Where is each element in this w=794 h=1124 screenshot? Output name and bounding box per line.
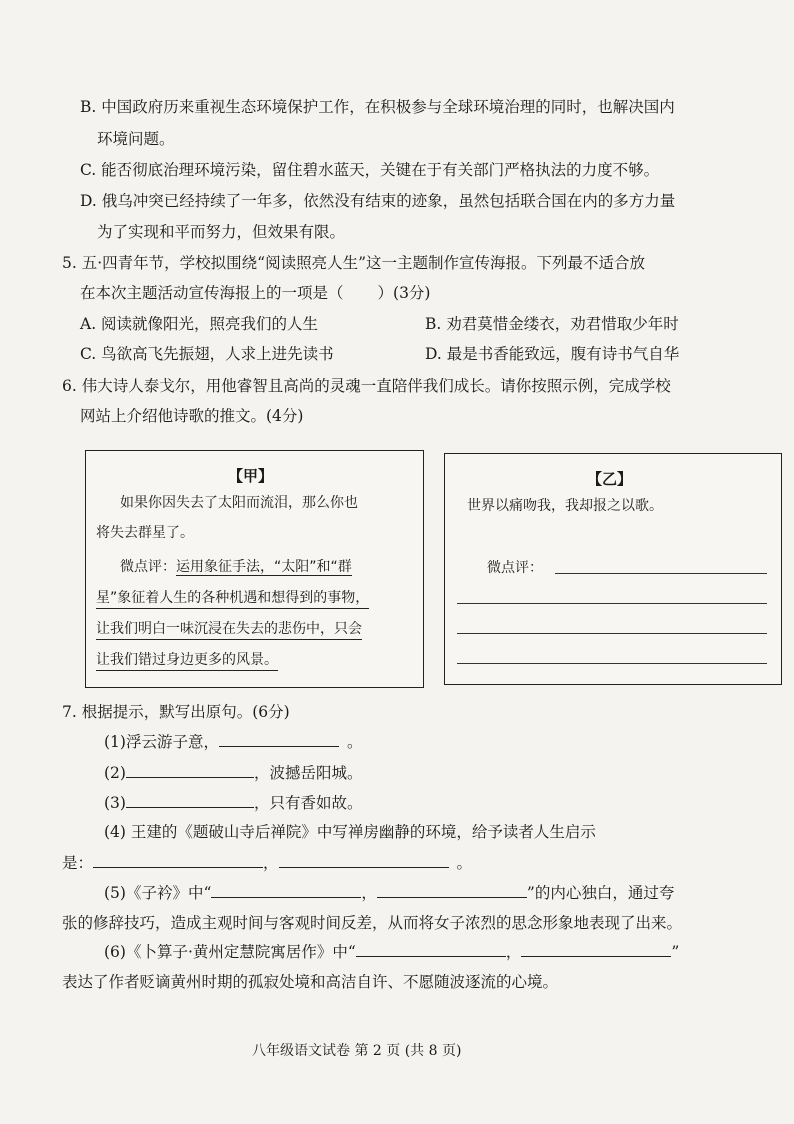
q5-option-c: C. 鸟欲高飞先振翅，人求上进先读书 bbox=[80, 345, 334, 363]
box-yi-answer-line4[interactable] bbox=[457, 663, 767, 664]
q7-item6-end: ” bbox=[671, 943, 680, 961]
q5-option-d: D. 最是书香能致远，腹有诗书气自华 bbox=[425, 345, 680, 363]
example-box-jia bbox=[85, 450, 424, 688]
q7-item4-blank2[interactable] bbox=[279, 855, 449, 868]
q7-item5-prefix: (5)《子衿》中“ bbox=[104, 884, 212, 902]
q5-score: ）(3分) bbox=[377, 284, 431, 302]
box-jia-title: 【甲】 bbox=[228, 467, 274, 485]
q7-item4-line2 bbox=[62, 853, 472, 873]
box-jia-comment-line1 bbox=[120, 557, 352, 577]
q7-item5-line1 bbox=[104, 883, 674, 903]
box-jia-comment-line4: 让我们错过身边更多的风景。 bbox=[96, 650, 278, 671]
box-yi-poem: 世界以痛吻我，我却报之以歌。 bbox=[467, 498, 663, 514]
box-jia-comment-line3: 让我们明白一味沉浸在失去的悲伤中，只会 bbox=[96, 619, 362, 640]
q7-item2-text: ，波撼岳阳城。 bbox=[253, 764, 363, 782]
q5-stem-text: 在本次主题活动宣传海报上的一项是（ bbox=[80, 284, 344, 302]
q5-option-b: B. 劝君莫惜金缕衣，劝君惜取少年时 bbox=[425, 315, 679, 333]
q5-stem-line2 bbox=[80, 283, 430, 303]
q7-item5-blank2[interactable] bbox=[377, 885, 527, 898]
q7-item4-blank1[interactable] bbox=[93, 855, 263, 868]
q7-item3-text: ，只有香如故。 bbox=[253, 794, 363, 812]
q6-stem-line2: 网站上介绍他诗歌的推文。(4分) bbox=[80, 407, 304, 425]
q7-item4-prefix: 是： bbox=[62, 854, 94, 872]
q7-item2-num: (2) bbox=[104, 764, 126, 782]
q7-item1 bbox=[104, 732, 362, 752]
box-yi-answer-line1[interactable] bbox=[555, 573, 767, 574]
q7-item6-blank2[interactable] bbox=[521, 944, 671, 957]
q5-option-a: A. 阅读就像阳光，照亮我们的人生 bbox=[80, 315, 319, 333]
q7-item2-blank[interactable] bbox=[126, 765, 254, 778]
q7-item5-comma: ， bbox=[361, 884, 377, 902]
box-jia-comment-label: 微点评： bbox=[120, 559, 176, 575]
q5-stem-line1: 5. 五·四青年节，学校拟围绕“阅读照亮人生”这一主题制作宣传海报。下列最不适合放 bbox=[62, 254, 645, 272]
q6-stem-line1: 6. 伟大诗人泰戈尔，用他睿智且高尚的灵魂一直陪伴我们成长。请你按照示例，完成学校 bbox=[62, 377, 671, 395]
q7-item6-comma: ， bbox=[505, 943, 522, 961]
q7-item3-num: (3) bbox=[104, 794, 126, 812]
option-c: C. 能否彻底治理环境污染，留住碧水蓝天，关键在于有关部门严格执法的力度不够。 bbox=[80, 161, 660, 179]
q7-title: 7. 根据提示，默写出原句。(6分) bbox=[62, 703, 290, 721]
q7-item5-suffix: ”的内心独白，通过夸 bbox=[526, 884, 675, 902]
box-yi-answer-line3[interactable] bbox=[457, 633, 767, 634]
q7-item1-text: (1)浮云游子意， bbox=[104, 733, 219, 751]
q7-item5-line2: 张的修辞技巧，造成主观时间与客观时间反差，从而将女子浓烈的思念形象地表现了出来。 bbox=[62, 914, 683, 932]
q7-item6-line1 bbox=[104, 942, 679, 962]
page-footer: 八年级语文试卷 第 2 页 (共 8 页) bbox=[252, 1043, 462, 1059]
option-d-line1: D. 俄乌冲突已经持续了一年多，依然没有结束的迹象，虽然包括联合国在内的多方力量 bbox=[80, 192, 676, 210]
q7-item5-blank1[interactable] bbox=[211, 885, 361, 898]
q7-item6-line2: 表达了作者贬谪黄州时期的孤寂处境和高洁自许、不愿随波逐流的心境。 bbox=[62, 973, 559, 991]
box-jia-poem-line2: 将失去群星了。 bbox=[96, 525, 194, 541]
q7-item3-blank[interactable] bbox=[126, 795, 254, 808]
q7-item4-end: 。 bbox=[456, 854, 473, 872]
q7-item6-prefix: (6)《卜算子·黄州定慧院寓居作》中“ bbox=[104, 943, 356, 961]
box-jia-comment-line2: 星”象征着人生的各种机遇和想得到的事物， bbox=[96, 588, 369, 609]
q7-item1-end: 。 bbox=[346, 733, 363, 751]
box-yi-answer-line2[interactable] bbox=[457, 603, 767, 604]
answer-box-yi bbox=[444, 453, 782, 685]
box-yi-title: 【乙】 bbox=[587, 470, 633, 488]
option-b-line2: 环境问题。 bbox=[97, 130, 175, 148]
q7-item4-line1: (4) 王建的《题破山寺后禅院》中写禅房幽静的环境，给予读者人生启示 bbox=[104, 823, 596, 841]
option-d-line2: 为了实现和平而努力，但效果有限。 bbox=[97, 223, 346, 241]
q7-item2 bbox=[104, 763, 362, 783]
q7-item3 bbox=[104, 793, 362, 813]
q7-item1-blank[interactable] bbox=[219, 734, 339, 747]
box-jia-comment-text1: 运用象征手法，“太阳”和“群 bbox=[176, 559, 352, 575]
option-b-line1: B. 中国政府历来重视生态环境保护工作，在积极参与全球环境治理的同时，也解决国内 bbox=[80, 98, 675, 116]
box-jia-poem-line1: 如果你因失去了太阳而流泪，那么你也 bbox=[120, 495, 358, 511]
q7-item6-blank1[interactable] bbox=[356, 944, 506, 957]
q7-item4-comma: ， bbox=[263, 854, 279, 872]
box-yi-comment-label: 微点评： bbox=[487, 560, 543, 576]
